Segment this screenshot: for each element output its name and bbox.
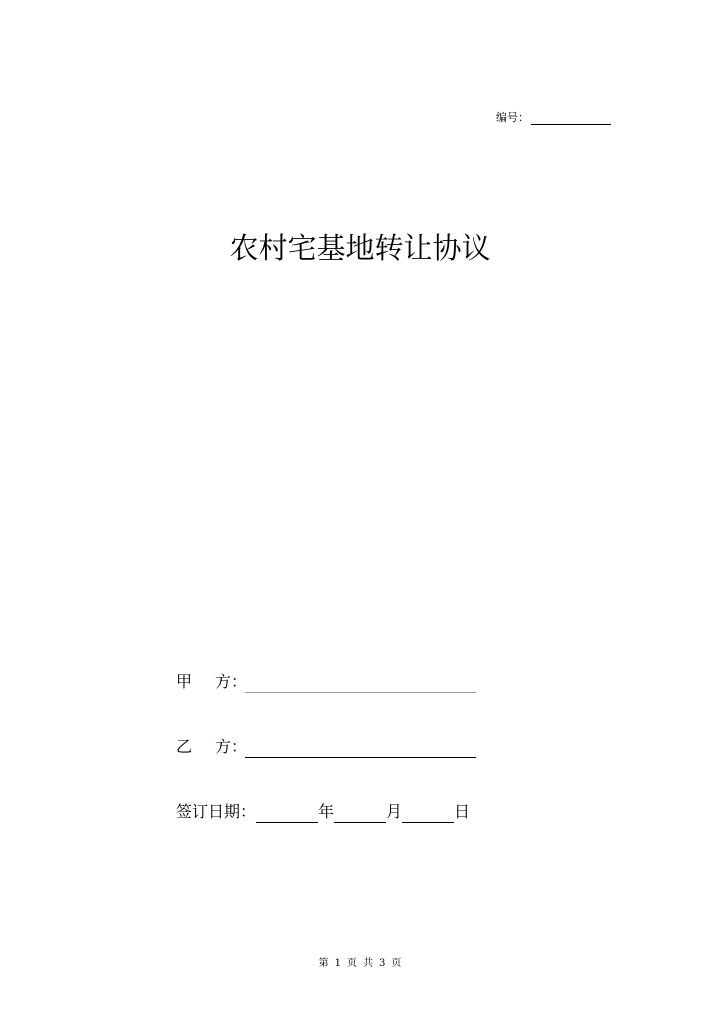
page-number xyxy=(0,957,720,971)
party-a-blank xyxy=(245,674,476,693)
document-title: 农村宅基地转让协议 xyxy=(229,231,491,265)
month-label: 月 xyxy=(386,802,403,821)
signing-date-label: 签订日期： xyxy=(176,802,257,821)
party-a-row xyxy=(176,671,476,693)
signing-date-row xyxy=(176,801,470,823)
party-b-row xyxy=(176,736,476,758)
party-a-colon: ： xyxy=(231,672,248,691)
serial-number xyxy=(496,111,611,125)
year-blank xyxy=(256,804,318,823)
party-b-colon: ： xyxy=(231,737,248,756)
serial-blank xyxy=(531,113,611,125)
year-label: 年 xyxy=(318,802,335,821)
party-b-blank xyxy=(245,739,476,758)
party-b-label-char-2: 方 xyxy=(214,737,231,756)
day-blank xyxy=(402,804,454,823)
page-prefix: 第 xyxy=(318,958,329,969)
party-a-label-char-2: 方 xyxy=(214,672,231,691)
total-unit: 页 xyxy=(391,958,402,969)
page-current: 1 xyxy=(334,958,341,969)
party-b-label xyxy=(176,736,231,758)
month-blank xyxy=(334,804,386,823)
party-a-label-char-1: 甲 xyxy=(176,672,193,691)
day-label: 日 xyxy=(454,802,471,821)
party-b-label-char-1: 乙 xyxy=(176,737,193,756)
total-prefix: 共 xyxy=(363,958,373,969)
serial-label: 编号： xyxy=(496,111,529,124)
page-total: 3 xyxy=(379,958,386,969)
party-a-label xyxy=(176,671,231,693)
page-unit: 页 xyxy=(347,958,357,969)
